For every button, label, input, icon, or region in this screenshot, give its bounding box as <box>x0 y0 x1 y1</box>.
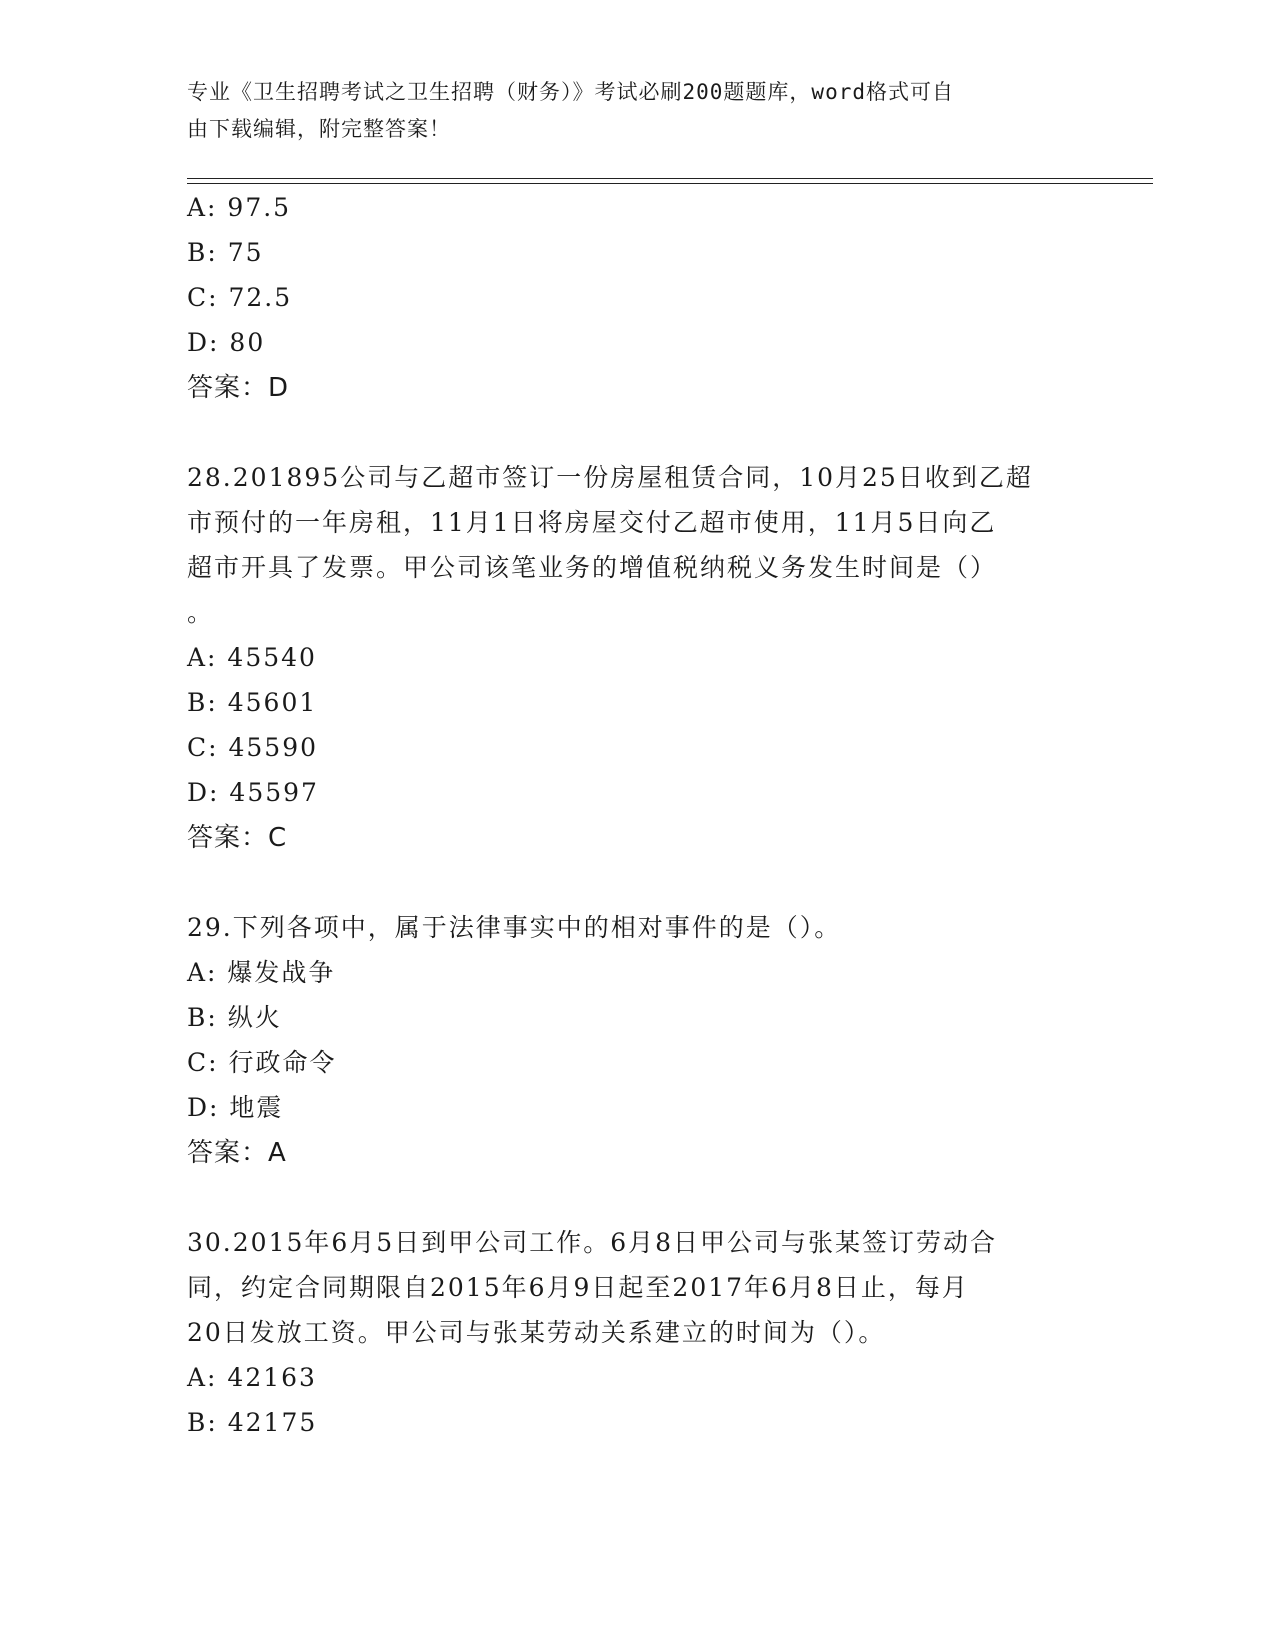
q29-option-b: B: 纵火 <box>187 1003 282 1032</box>
q27-option-c: C: 72.5 <box>187 283 293 312</box>
q29-option-d: D: 地震 <box>187 1093 284 1122</box>
q30-stem-line-3: 20日发放工资。甲公司与张某劳动关系建立的时间为（）。 <box>187 1318 886 1347</box>
q28-stem-line-3: 超市开具了发票。甲公司该笔业务的增值税纳税义务发生时间是（） <box>187 553 998 582</box>
q30-option-a: A: 42163 <box>187 1363 317 1392</box>
q29-answer: 答案：A <box>187 1138 287 1168</box>
header-divider-bottom <box>187 183 1153 184</box>
header-line-1: 专业《卫生招聘考试之卫生招聘（财务）》考试必刷200题题库，word格式可自 <box>187 80 954 104</box>
q27-option-b: B: 75 <box>187 238 264 267</box>
q28-answer: 答案：C <box>187 823 288 853</box>
q28-option-d: D: 45597 <box>187 778 319 807</box>
q30-option-b: B: 42175 <box>187 1408 318 1437</box>
header-divider-top <box>187 178 1153 179</box>
q28-option-c: C: 45590 <box>187 733 319 762</box>
header-line-2: 由下载编辑，附完整答案！ <box>187 117 451 141</box>
q28-option-a: A: 45540 <box>187 643 317 672</box>
q30-stem-line-1: 30.2015年6月5日到甲公司工作。6月8日甲公司与张某签订劳动合 <box>187 1228 998 1257</box>
q27-option-a: A: 97.5 <box>187 193 292 222</box>
q28-option-b: B: 45601 <box>187 688 318 717</box>
q29-option-c: C: 行政命令 <box>187 1048 337 1077</box>
document-header <box>187 74 1067 148</box>
q27-option-d: D: 80 <box>187 328 266 357</box>
q29-stem-line-1: 29.下列各项中，属于法律事实中的相对事件的是（）。 <box>187 913 842 942</box>
q28-stem-line-4: 。 <box>187 598 215 627</box>
q28-stem-line-2: 市预付的一年房租，11月1日将房屋交付乙超市使用，11月5日向乙 <box>187 508 997 537</box>
q30-stem-line-2: 同，约定合同期限自2015年6月9日起至2017年6月8日止，每月 <box>187 1273 969 1302</box>
q29-option-a: A: 爆发战争 <box>187 958 336 987</box>
q28-stem-line-1: 28.201895公司与乙超市签订一份房屋租赁合同，10月25日收到乙超 <box>187 463 1033 492</box>
q27-answer: 答案：D <box>187 373 290 403</box>
